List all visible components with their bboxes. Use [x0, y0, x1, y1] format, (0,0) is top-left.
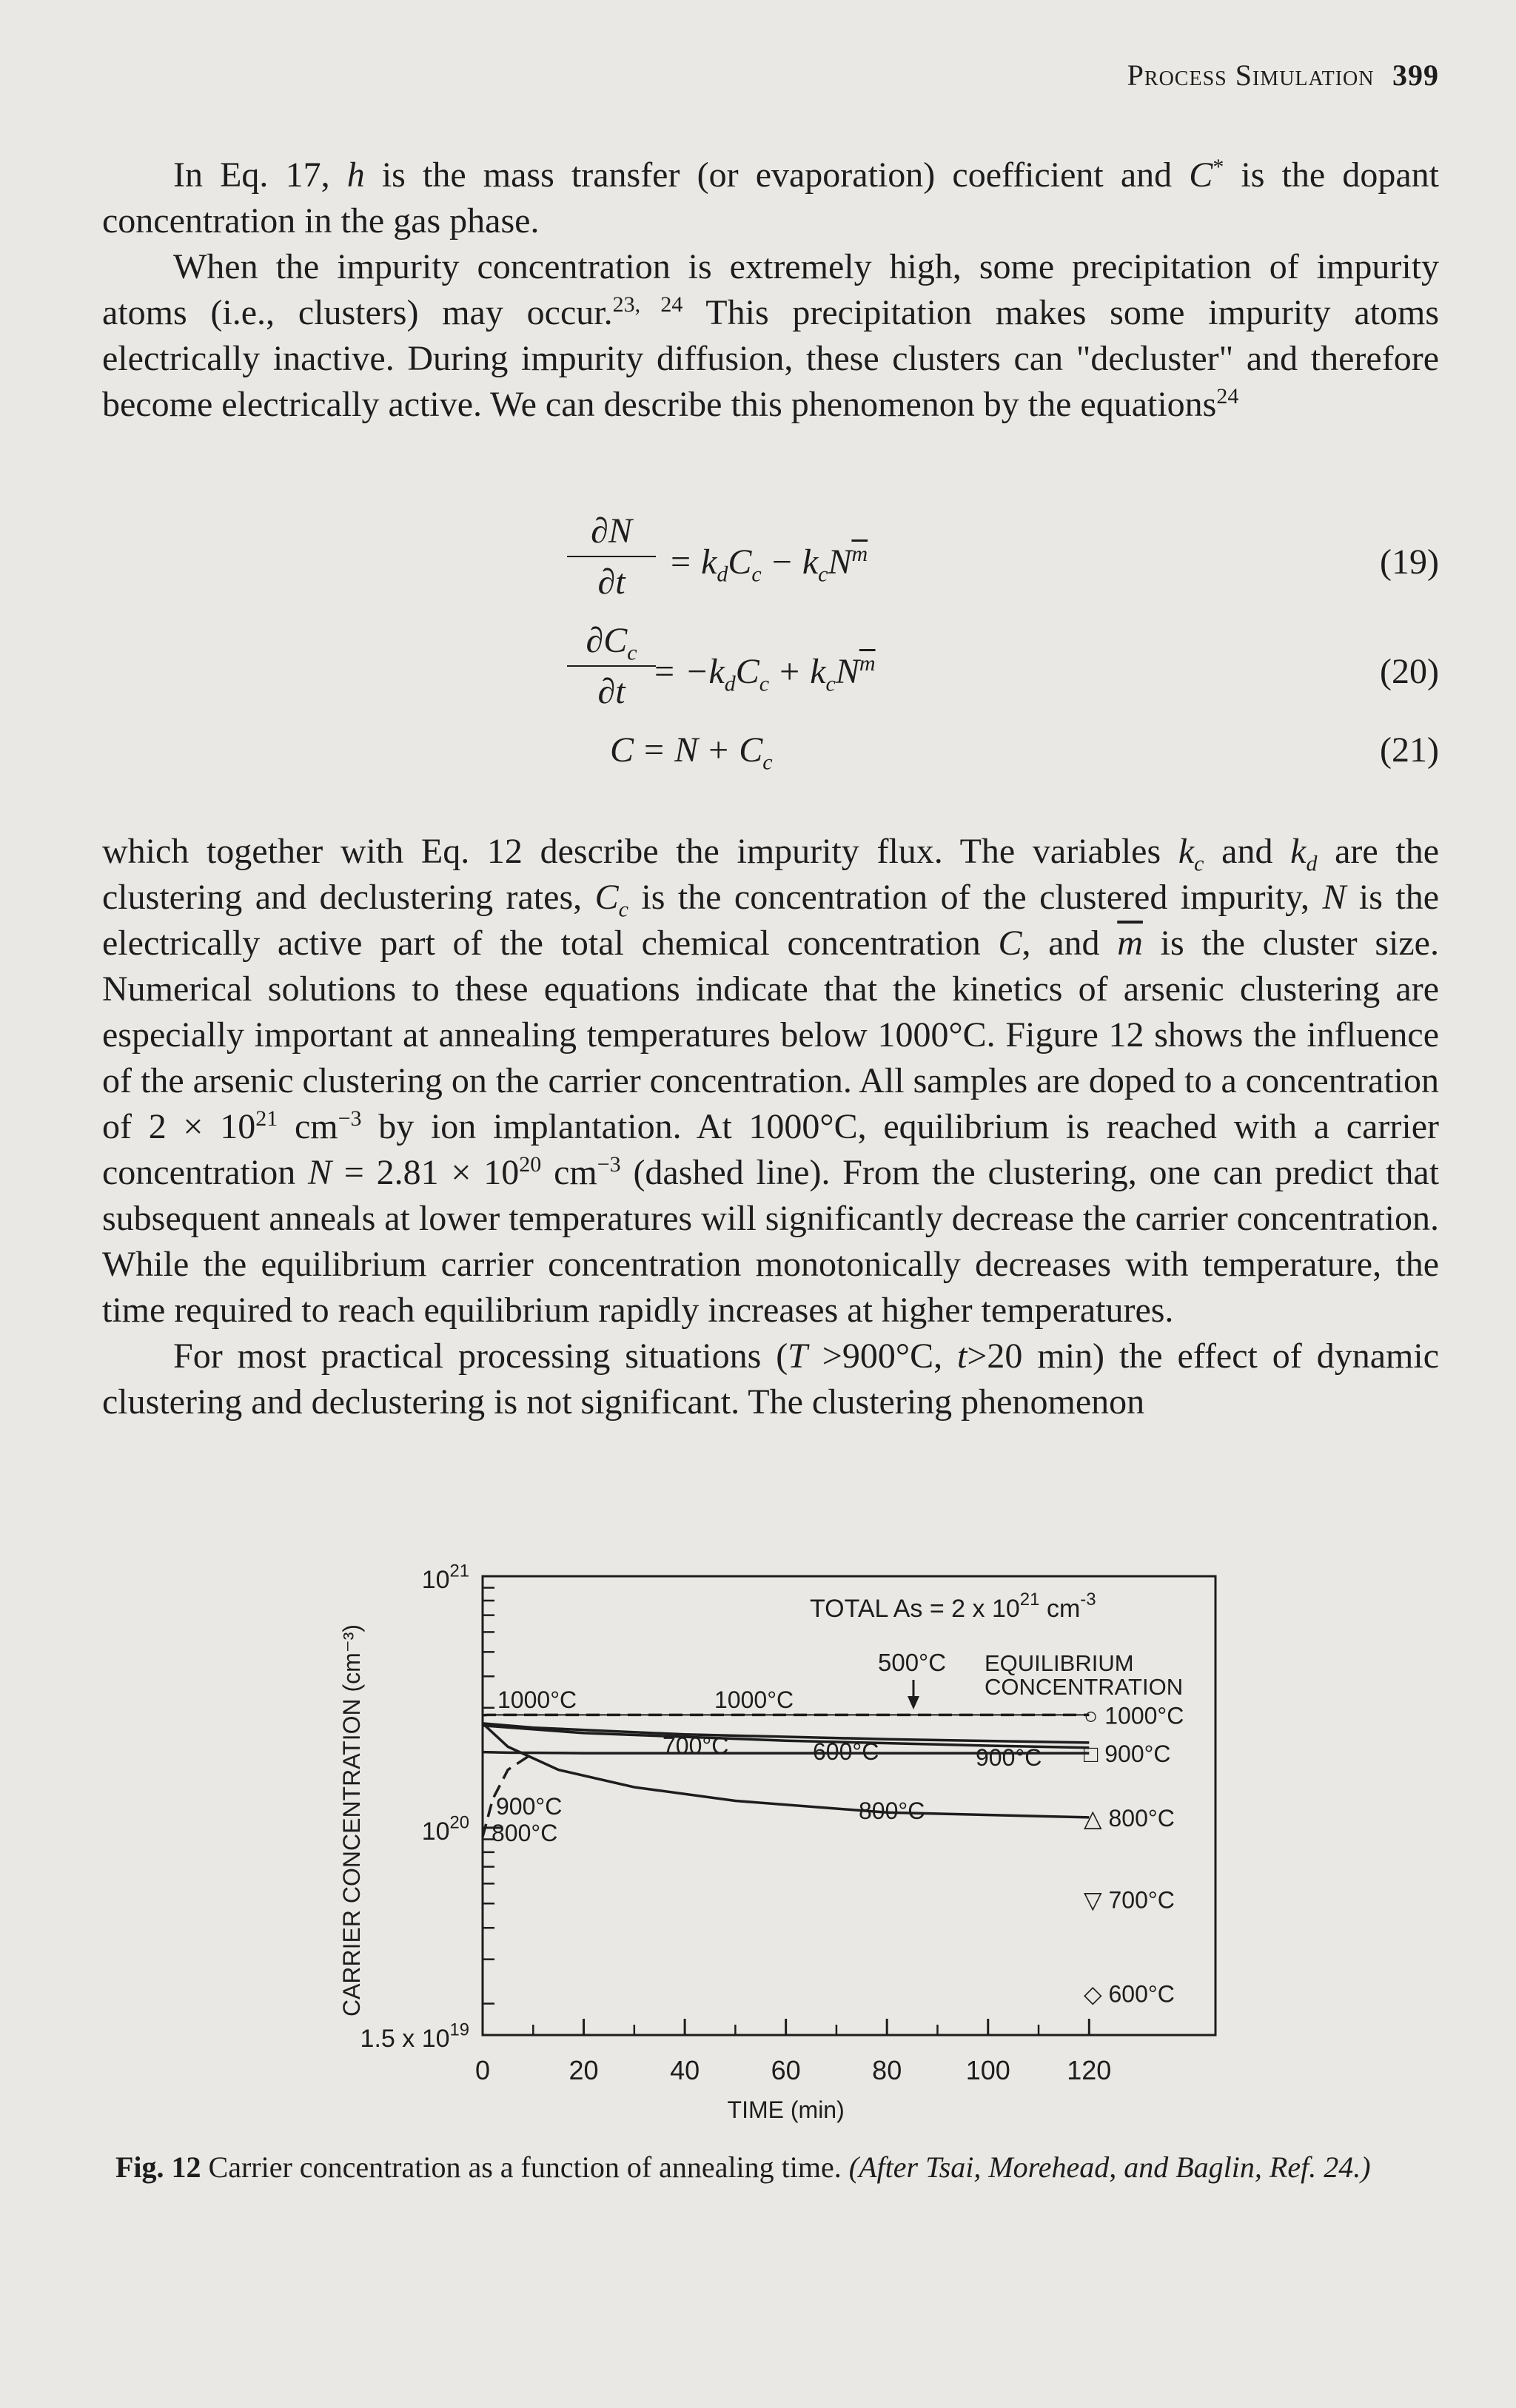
paragraph-1: In Eq. 17, h is the mass transfer (or evaporation) coefficient and C* is the dopant concentration in the gas phase. — [102, 155, 1440, 241]
equilibrium-label: EQUILIBRIUM — [985, 1650, 1134, 1676]
x-tick-label: 60 — [771, 2055, 801, 2085]
equilibrium-label: CONCENTRATION — [985, 1674, 1184, 1700]
figure-label: Fig. 12 — [115, 2150, 201, 2184]
y-tick-label: 1.5 x $10^{19}$ — [360, 2019, 469, 2053]
caption-source: (After Tsai, Morehead, and Baglin, Ref. 24.) — [848, 2150, 1371, 2184]
y-tick-label: $10^{20}$ — [421, 1812, 469, 1846]
equation-21: $C = N + C_c$ (21) — [610, 730, 1439, 775]
equation-20: $\frac{\partial C_c}{\partial t}$ = $-k_dC_c + k_cN^{\overline{m}}$ (20) — [0, 620, 1516, 709]
curve-label: 800°C — [859, 1797, 925, 1824]
curve-label: 800°C — [492, 1820, 558, 1846]
curve-label: 700°C — [663, 1732, 729, 1759]
x-tick-label: 120 — [1067, 2055, 1112, 2085]
x-tick-label: 20 — [568, 2055, 599, 2085]
carrier-concentration-chart — [0, 1539, 1516, 2131]
x-tick-label: 40 — [670, 2055, 700, 2085]
equilibrium-marker: □ 900°C — [1084, 1741, 1171, 1768]
curve-label: 900°C — [496, 1793, 563, 1820]
arrow-label-500c: 500°C — [878, 1649, 947, 1676]
y-tick-label: $10^{21}$ — [421, 1561, 469, 1594]
labels-layer — [338, 1561, 1184, 2123]
figure-caption — [115, 2148, 1440, 2187]
curve-label: 1000°C — [497, 1686, 577, 1713]
curve-label: 900°C — [976, 1744, 1042, 1771]
body-middle — [102, 829, 1439, 1425]
equilibrium-marker: ▽ 700°C — [1084, 1886, 1175, 1914]
paragraph-3: which together with Eq. 12 describe the impurity flux. The variables $k_c$ and $k_d$ are the clustering and declustering rates, $C_c$ is the concentration of the clustered impurity, N is the electrically active part of the total chemical concentration C, and $\overline{m}$ is the cluster size. Numerical solutions to these equations indicate that the kinetics of arsenic clustering are especially important at annealing temperatures below 1000°C. Figure 12 shows the influence of the arsenic clustering on the carrier concentration. All samples are doped to a concentration of $2 \times 10^{21}$ $cm^{-3}$ by ion implantation. At 1000°C, equilibrium is reached with a carrier concentration $N = 2.81 \times 10^{20}$ $cm^{-3}$ (dashed line). From the clustering, one can predict that subsequent anneals at lower temperatures will significantly decrease the carrier concentration. While the equilibrium carrier concentration monotonically decreases with temperature, the time required to reach equilibrium rapidly increases at higher temperatures. — [102, 832, 1440, 1330]
body-top — [102, 152, 1439, 428]
equilibrium-marker: ◇ 600°C — [1084, 1980, 1175, 2008]
paragraph-2: When the impurity concentration is extremely high, some precipitation of impurity atoms (i.e., clusters) may occur.$^{23, 24}$ This precipitation makes some impurity atoms electrically inactive. During impurity diffusion, these clusters can "decluster" and therefore become electrically active. We can describe this phenomenon by the equations$^{24}$ — [102, 247, 1440, 424]
total-as-annotation: TOTAL As = 2 x $10^{21}$ $cm^{-3}$ — [810, 1590, 1096, 1623]
series-layer — [483, 1715, 1089, 1837]
x-tick-label: 0 — [474, 2055, 491, 2085]
page-number: 399 — [1392, 58, 1439, 92]
curve-label: 600°C — [813, 1738, 879, 1765]
y-axis-title: CARRIER CONCENTRATION (cm⁻³) — [338, 1624, 365, 2017]
x-tick-label: 100 — [965, 2055, 1010, 2085]
running-head — [1127, 58, 1439, 93]
arrow-head — [908, 1696, 919, 1709]
paragraph-4: For most practical processing situations (T >900°C, t>20 min) the effect of dynamic clustering and declustering is not significant. The clustering phenomenon — [102, 1336, 1439, 1422]
equilibrium-marker: △ 800°C — [1084, 1804, 1175, 1832]
equation-19: $\frac{\partial N}{\partial t}$ = $k_dC_c - k_cN^{\overline{m}}$ (19) — [0, 511, 1516, 599]
caption-text: Carrier concentration as a function of annealing time. — [201, 2150, 849, 2184]
x-tick-label: 80 — [872, 2055, 902, 2085]
equilibrium-marker: ○ 1000°C — [1084, 1702, 1184, 1729]
section-title: Process Simulation — [1127, 58, 1375, 92]
x-axis-title: TIME (min) — [727, 2096, 845, 2123]
curve-label: 1000°C — [714, 1686, 794, 1713]
